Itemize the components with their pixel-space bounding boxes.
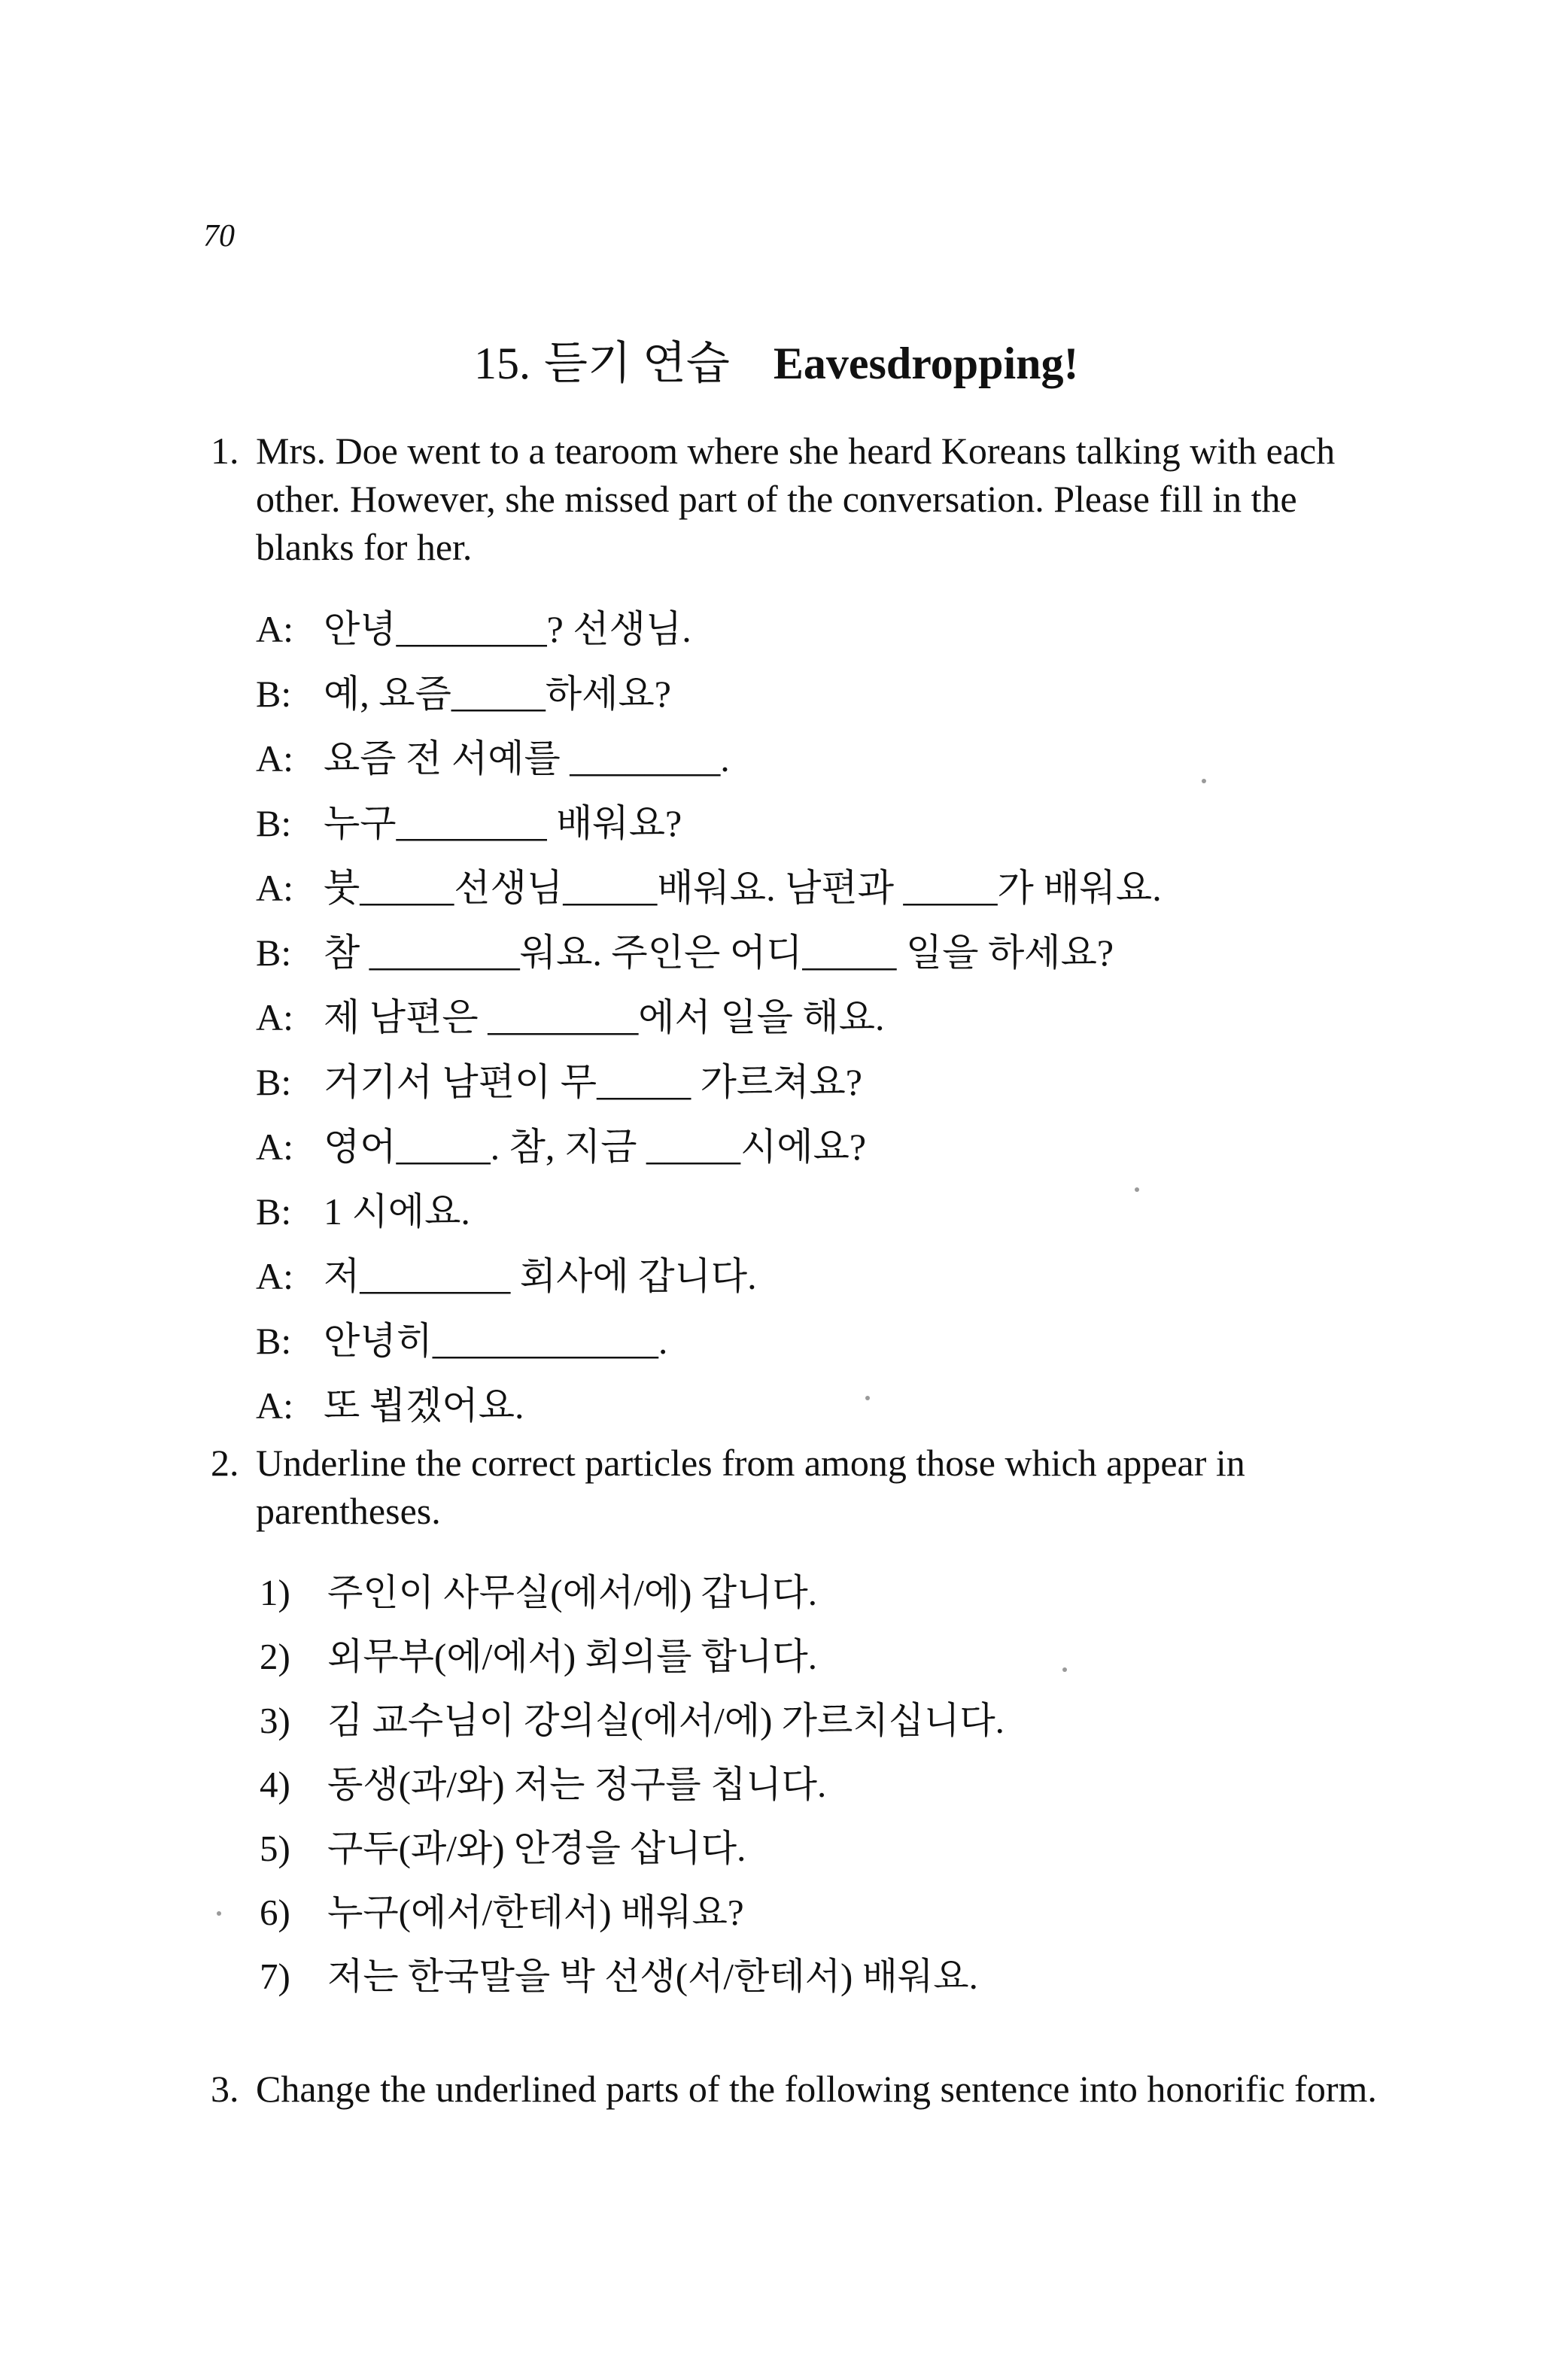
item-number: 3) <box>260 1700 290 1741</box>
item-number: 6) <box>260 1892 290 1933</box>
list-item <box>260 1816 1005 1880</box>
dialogue-line <box>256 1309 1162 1373</box>
exercise-3-number: 3. <box>211 2068 239 2110</box>
speaker-label: A: <box>256 608 293 650</box>
item-text: 구두(과/와) 안경을 삽니다. <box>327 1828 746 1869</box>
dialogue-text: 요즘 전 서예를 ________. <box>324 737 730 780</box>
speaker-label: A: <box>256 1385 293 1427</box>
item-text: 누구(에서/한테서) 배워요? <box>327 1892 744 1933</box>
exercise-1 <box>211 427 1392 571</box>
scan-speck <box>1202 779 1206 783</box>
item-text: 동생(과/와) 저는 정구를 칩니다. <box>327 1764 827 1805</box>
exercise-1-instructions: Mrs. Doe went to a tearoom where she heard Koreans talking with each other. However, she missed part of the conversation. Please fill in the blanks for her. <box>256 430 1336 568</box>
list-item <box>260 1688 1005 1752</box>
item-number: 1) <box>260 1572 290 1613</box>
speaker-label: B: <box>256 932 292 974</box>
section-title-korean: 듣기 연습 <box>544 339 730 388</box>
dialogue-line <box>256 985 1162 1050</box>
section-title-english: Eavesdropping! <box>773 339 1079 388</box>
exercise-3 <box>211 2065 1392 2113</box>
section-number: 15. <box>474 339 530 388</box>
item-text: 주인이 사무실(에서/에) 갑니다. <box>327 1572 818 1613</box>
exercise-2-number: 2. <box>211 1442 239 1484</box>
scan-speck <box>1135 1187 1139 1192</box>
dialogue-text: 누구________ 배워요? <box>324 802 682 844</box>
dialogue-text: 참 ________워요. 주인은 어디_____ 일을 하세요? <box>324 932 1114 974</box>
exercise-3-instructions: Change the underlined parts of the following sentence into honorific form. <box>256 2068 1377 2110</box>
dialogue-text: 예, 요즘_____하세요? <box>324 673 671 715</box>
dialogue-text: 1 시에요. <box>324 1190 470 1233</box>
dialogue-line <box>256 1373 1162 1438</box>
dialogue-line <box>256 791 1162 856</box>
speaker-label: A: <box>256 1255 293 1297</box>
scan-speck <box>1062 1667 1067 1672</box>
list-item <box>260 1880 1005 1944</box>
dialogue-line <box>256 726 1162 791</box>
dialogue-text: 영어_____. 참, 지금 _____시에요? <box>324 1126 867 1168</box>
item-number: 5) <box>260 1828 290 1869</box>
section-title <box>474 327 1079 392</box>
speaker-label: A: <box>256 737 293 780</box>
scan-speck <box>217 1911 221 1916</box>
dialogue-text: 안녕히____________. <box>324 1320 668 1362</box>
dialogue-line <box>256 597 1162 661</box>
scan-speck <box>865 1396 870 1400</box>
dialogue-text: 안녕________? 선생님. <box>324 608 691 650</box>
speaker-label: B: <box>256 673 292 715</box>
list-item <box>260 1944 1005 2008</box>
dialogue-line <box>256 1179 1162 1244</box>
speaker-label: B: <box>256 1320 292 1362</box>
speaker-label: A: <box>256 867 293 909</box>
speaker-label: B: <box>256 1190 292 1233</box>
dialogue-text: 또 뵙겠어요. <box>324 1385 524 1427</box>
dialogue-text: 저________ 회사에 갑니다. <box>324 1255 757 1297</box>
speaker-label: A: <box>256 996 293 1038</box>
item-text: 외무부(에/에서) 회의를 합니다. <box>327 1636 818 1677</box>
particle-list <box>260 1561 1005 2008</box>
speaker-label: B: <box>256 1061 292 1103</box>
list-item <box>260 1561 1005 1625</box>
item-text: 저는 한국말을 박 선생(서/한테서) 배워요. <box>327 1956 978 1997</box>
item-number: 2) <box>260 1636 290 1677</box>
list-item <box>260 1752 1005 1816</box>
page-number: 70 <box>203 219 235 254</box>
exercise-2 <box>211 1439 1392 1535</box>
exercise-2-instructions: Underline the correct particles from among those which appear in parentheses. <box>256 1442 1245 1532</box>
item-text: 김 교수님이 강의실(에서/에) 가르치십니다. <box>327 1700 1005 1741</box>
dialogue-text: 붓_____선생님_____배워요. 남편과 _____가 배워요. <box>324 867 1162 909</box>
dialogue-line <box>256 1114 1162 1179</box>
dialogue-line <box>256 920 1162 985</box>
dialogue-line <box>256 1244 1162 1309</box>
dialogue-line <box>256 661 1162 726</box>
dialogue-text: 제 남편은 ________에서 일을 해요. <box>324 996 885 1038</box>
item-number: 4) <box>260 1764 290 1805</box>
speaker-label: B: <box>256 802 292 844</box>
exercise-1-number: 1. <box>211 430 239 472</box>
item-number: 7) <box>260 1956 290 1997</box>
list-item <box>260 1625 1005 1688</box>
dialogue-line <box>256 1050 1162 1114</box>
dialogue-line <box>256 856 1162 920</box>
speaker-label: A: <box>256 1126 293 1168</box>
dialogue <box>256 597 1162 1438</box>
dialogue-text: 거기서 남편이 무_____ 가르쳐요? <box>324 1061 862 1103</box>
